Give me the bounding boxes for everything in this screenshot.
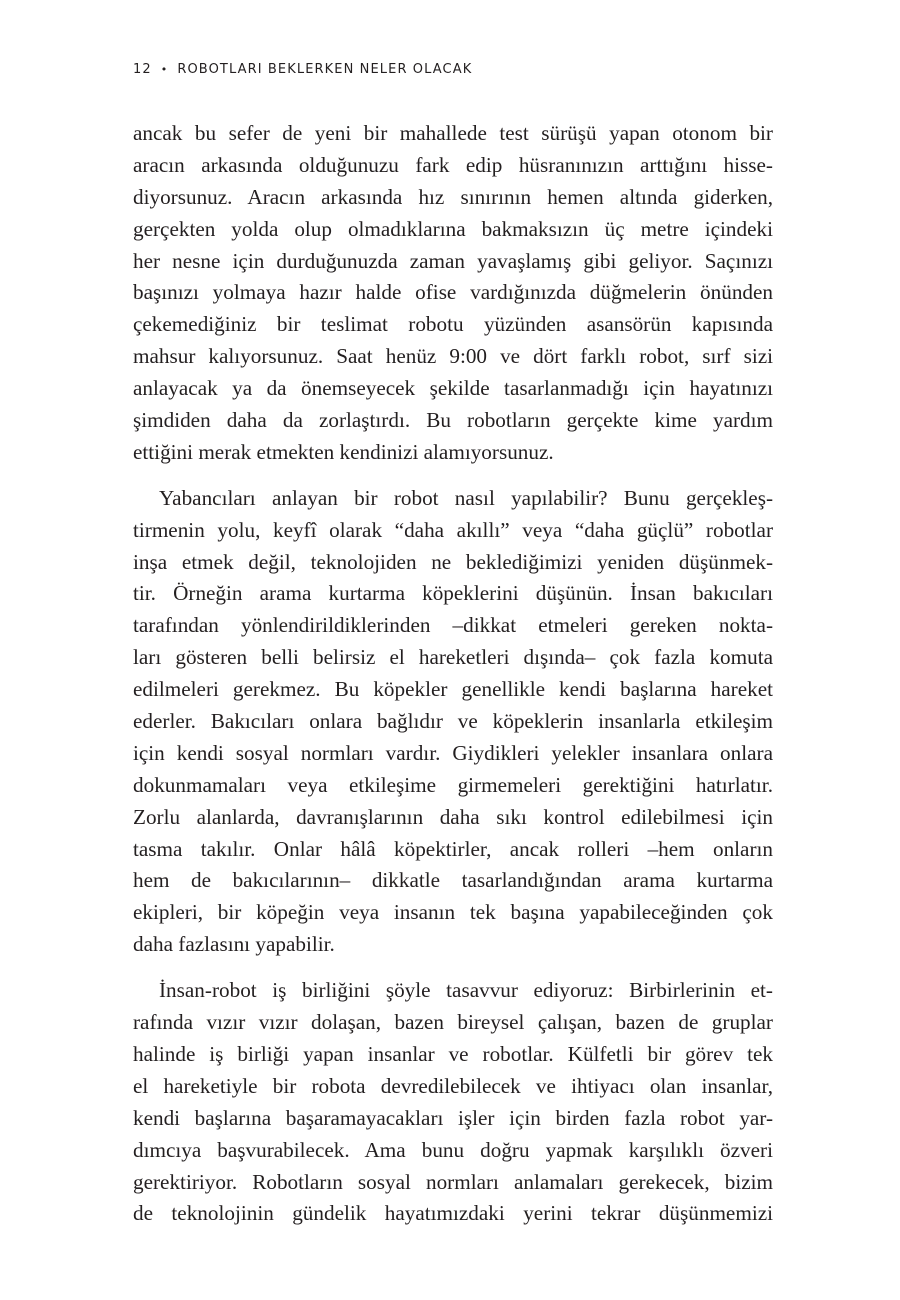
paragraph-2 — [133, 483, 773, 961]
text-line: başınızı yolmaya hazır halde ofise vardığınızda düğmelerin önünden — [133, 280, 773, 305]
text-line: inşa etmek değil, teknolojiden ne beklediğimizi yeniden düşünmek- — [133, 549, 773, 574]
text-line: diyorsunuz. Aracın arkasında hız sınırının hemen altında giderken, — [133, 184, 773, 209]
text-line: gerektiriyor. Robotların sosyal normları anlamaları gerekecek, bizim — [133, 1169, 773, 1194]
text-line: şimdiden daha da zorlaştırdı. Bu robotların gerçekte kime yardım — [133, 408, 773, 433]
text-line: dokunmamaları veya etkileşime girmemeleri gerektiğini hatırlatır. — [133, 772, 773, 797]
paragraph-1 — [133, 118, 773, 469]
text-line: Yabancıları anlayan bir robot nasıl yapılabilir? Bunu gerçekleş- — [159, 485, 773, 510]
text-line: kendi başlarına başaramayacakları işler için birden fazla robot yar- — [133, 1105, 773, 1130]
text-line: ancak bu sefer de yeni bir mahallede test sürüşü yapan otonom bir — [133, 121, 773, 145]
text-line: çekemediğiniz bir teslimat robotu yüzünden asansörün kapısında — [133, 312, 773, 337]
text-line: rafında vızır vızır dolaşan, bazen bireysel çalışan, bazen de gruplar — [133, 1010, 773, 1035]
text-line: İnsan-robot iş birliğini şöyle tasavvur ediyoruz: Birbirlerinin et- — [159, 978, 773, 1003]
text-line: ekipleri, bir köpeğin veya insanın tek başına yapabileceğinden çok — [133, 900, 773, 925]
text-line: tir. Örneğin arama kurtarma köpeklerini düşünün. İnsan bakıcıları — [133, 581, 773, 606]
text-line: gerçekten yolda olup olmadıklarına bakmaksızın üç metre içindeki — [133, 216, 773, 241]
text-line: edilmeleri gerekmez. Bu köpekler genellikle kendi başlarına hareket — [133, 677, 773, 702]
text-line: halinde iş birliği yapan insanlar ve robotlar. Külfetli bir görev tek — [133, 1041, 773, 1066]
paragraph-gap — [133, 469, 773, 483]
text-line: ları gösteren belli belirsiz el hareketleri dışında– çok fazla komuta — [133, 645, 773, 670]
text-line: aracın arkasında olduğunuzu fark edip hüsranınızın arttığını hisse- — [133, 152, 773, 177]
text-line: mahsur kalıyorsunuz. Saat henüz 9:00 ve dört farklı robot, sırf sizi — [133, 344, 773, 369]
text-line: için kendi sosyal normları vardır. Giydikleri yelekler insanlara onlara — [133, 740, 773, 765]
running-header — [133, 62, 472, 77]
text-line: dımcıya başvurabilecek. Ama bunu doğru yapmak karşılıklı özveri — [133, 1137, 773, 1162]
book-title: ROBOTLARI BEKLERKEN NELER OLACAK — [177, 62, 473, 77]
text-line: her nesne için durduğunuzda zaman yavaşlamış gibi geliyor. Saçınızı — [133, 248, 773, 273]
text-line: tirmenin yolu, keyfî olarak “daha akıllı” veya “daha güçlü” robotlar — [133, 517, 773, 542]
text-line: daha fazlasını yapabilir. — [133, 932, 335, 957]
text-line: tarafından yönlendirildiklerinden –dikkat etmeleri gereken nokta- — [133, 613, 773, 638]
body-text — [133, 118, 773, 1230]
header-separator: • — [160, 63, 169, 76]
text-line: hem de bakıcılarının– dikkatle tasarlandığından arama kurtarma — [133, 868, 773, 893]
text-line: de teknolojinin gündelik hayatımızdaki yerini tekrar düşünmemizi — [133, 1201, 773, 1226]
text-line: el hareketiyle bir robota devredilebilecek ve ihtiyacı olan insanlar, — [133, 1073, 773, 1098]
paragraph-gap — [133, 961, 773, 975]
page-number: 12 — [133, 62, 152, 77]
text-line: Zorlu alanlarda, davranışlarının daha sıkı kontrol edilebilmesi için — [133, 804, 773, 829]
text-line: ettiğini merak etmekten kendinizi alamıyorsunuz. — [133, 439, 554, 464]
paragraph-3 — [133, 975, 773, 1230]
text-line: anlayacak ya da önemseyecek şekilde tasarlanmadığı için hayatınızı — [133, 376, 773, 401]
text-line: tasma takılır. Onlar hâlâ köpektirler, ancak rolleri –hem onların — [133, 836, 773, 861]
text-line: ederler. Bakıcıları onlara bağlıdır ve köpeklerin insanlarla etkileşim — [133, 709, 773, 734]
